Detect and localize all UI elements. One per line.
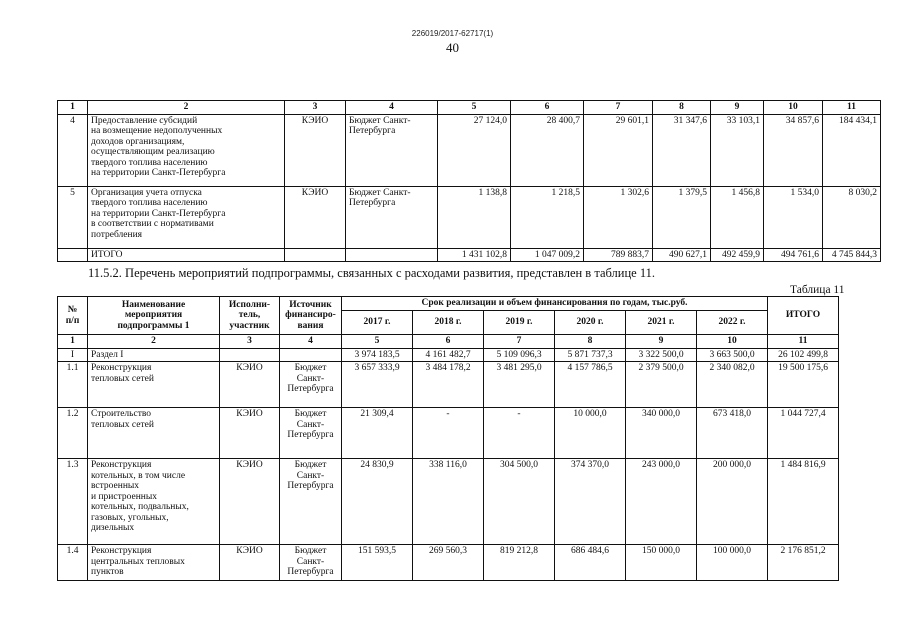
row-source: Бюджет Санкт- Петербурга	[346, 186, 438, 248]
value-cell: 3 663 500,0	[697, 348, 768, 362]
value-cell: 3 481 295,0	[484, 362, 555, 408]
table-row	[58, 408, 839, 459]
row-executor: КЭИО	[220, 408, 280, 459]
row-executor: КЭИО	[220, 362, 280, 408]
header-year: 2021 г.	[626, 311, 697, 335]
row-source: Бюджет Санкт- Петербурга	[280, 408, 342, 459]
table-row	[58, 362, 839, 408]
total-cell: 789 883,7	[584, 248, 653, 262]
value-cell: 3 657 333,9	[342, 362, 413, 408]
value-cell: 5 109 096,3	[484, 348, 555, 362]
total-row	[58, 248, 881, 262]
value-cell: 4 157 786,5	[555, 362, 626, 408]
value-cell: 1 534,0	[764, 186, 823, 248]
row-number: 1.2	[58, 408, 88, 459]
value-cell: 19 500 175,6	[768, 362, 839, 408]
col-number: 6	[413, 335, 484, 349]
col-number: 7	[584, 101, 653, 115]
col-number: 9	[711, 101, 764, 115]
value-cell: 200 000,0	[697, 459, 768, 545]
table-caption: Таблица 11	[790, 284, 845, 296]
value-cell: -	[413, 408, 484, 459]
value-cell: 29 601,1	[584, 114, 653, 186]
value-cell: 3 484 178,2	[413, 362, 484, 408]
value-cell: 2 176 851,2	[768, 545, 839, 581]
value-cell: 28 400,7	[511, 114, 584, 186]
value-cell: 3 322 500,0	[626, 348, 697, 362]
col-number: 3	[220, 335, 280, 349]
row-name: Организация учета отпуска твердого топлива населению на территории Санкт-Петербурга в соответствии с нормативами потребления	[88, 186, 285, 248]
header-year: 2017 г.	[342, 311, 413, 335]
value-cell: 243 000,0	[626, 459, 697, 545]
value-cell: 2 340 082,0	[697, 362, 768, 408]
row-name: Строительство тепловых сетей	[88, 408, 220, 459]
col-number: 9	[626, 335, 697, 349]
header-name: Наименование мероприятия подпрограммы 1	[88, 297, 220, 335]
row-name: Реконструкция котельных, в том числе встроенных и пристроенных котельных, подвальных, газовых, угольных, дизельных	[88, 459, 220, 545]
col-number: 2	[88, 101, 285, 115]
value-cell: 184 434,1	[823, 114, 881, 186]
total-cell: 1 431 102,8	[438, 248, 511, 262]
table-row	[58, 545, 839, 581]
col-number: 4	[346, 101, 438, 115]
value-cell: 1 456,8	[711, 186, 764, 248]
value-cell: 150 000,0	[626, 545, 697, 581]
row-number: 5	[58, 186, 88, 248]
col-number: 6	[511, 101, 584, 115]
value-cell: 1 218,5	[511, 186, 584, 248]
header-year: 2020 г.	[555, 311, 626, 335]
col-number: 7	[484, 335, 555, 349]
row-number: 4	[58, 114, 88, 186]
table-row	[58, 186, 881, 248]
value-cell: 26 102 499,8	[768, 348, 839, 362]
row-number: 1.1	[58, 362, 88, 408]
col-number: 10	[697, 335, 768, 349]
value-cell: 27 124,0	[438, 114, 511, 186]
header-num: № п/п	[58, 297, 88, 335]
table-continuation	[57, 100, 881, 262]
section-label: Раздел I	[88, 348, 220, 362]
value-cell: 304 500,0	[484, 459, 555, 545]
row-executor: КЭИО	[285, 114, 346, 186]
col-number: 10	[764, 101, 823, 115]
col-number: 4	[280, 335, 342, 349]
value-cell: 8 030,2	[823, 186, 881, 248]
value-cell: 269 560,3	[413, 545, 484, 581]
total-cell: 4 745 844,3	[823, 248, 881, 262]
value-cell: 338 116,0	[413, 459, 484, 545]
header-year: 2019 г.	[484, 311, 555, 335]
row-number: 1.4	[58, 545, 88, 581]
row-source: Бюджет Санкт- Петербурга	[280, 545, 342, 581]
page-number: 40	[446, 40, 459, 55]
value-cell: 1 138,8	[438, 186, 511, 248]
header-source: Источник финансиро- вания	[280, 297, 342, 335]
value-cell: 340 000,0	[626, 408, 697, 459]
value-cell: 151 593,5	[342, 545, 413, 581]
value-cell: 4 161 482,7	[413, 348, 484, 362]
value-cell: 33 103,1	[711, 114, 764, 186]
value-cell: 1 484 816,9	[768, 459, 839, 545]
value-cell: 374 370,0	[555, 459, 626, 545]
table-row	[58, 114, 881, 186]
table-11	[57, 296, 839, 581]
value-cell: 673 418,0	[697, 408, 768, 459]
value-cell: 2 379 500,0	[626, 362, 697, 408]
row-number: I	[58, 348, 88, 362]
row-name: Реконструкция тепловых сетей	[88, 362, 220, 408]
value-cell: 1 379,5	[653, 186, 711, 248]
value-cell: 686 484,6	[555, 545, 626, 581]
value-cell: 10 000,0	[555, 408, 626, 459]
value-cell: 1 302,6	[584, 186, 653, 248]
total-cell: 490 627,1	[653, 248, 711, 262]
col-number: 1	[58, 335, 88, 349]
document-stamp: 226019/2017-62717(1)	[411, 29, 494, 38]
header-executor: Исполни- тель, участник	[220, 297, 280, 335]
value-cell: 31 347,6	[653, 114, 711, 186]
col-number: 3	[285, 101, 346, 115]
row-name: Предоставление субсидий на возмещение недополученных доходов организациям, осуществляющим реализацию твердого топлива населению на территории Санкт-Петербурга	[88, 114, 285, 186]
header-total: ИТОГО	[768, 297, 839, 335]
col-number: 5	[342, 335, 413, 349]
table-row	[58, 459, 839, 545]
total-cell: 1 047 009,2	[511, 248, 584, 262]
col-number: 5	[438, 101, 511, 115]
row-number: 1.3	[58, 459, 88, 545]
col-number: 8	[653, 101, 711, 115]
header-row	[58, 297, 839, 311]
header-year: 2022 г.	[697, 311, 768, 335]
value-cell: 3 974 183,5	[342, 348, 413, 362]
header-year: 2018 г.	[413, 311, 484, 335]
value-cell: 100 000,0	[697, 545, 768, 581]
total-cell: 494 761,6	[764, 248, 823, 262]
col-number: 1	[58, 101, 88, 115]
col-number: 11	[823, 101, 881, 115]
row-source: Бюджет Санкт- Петербурга	[346, 114, 438, 186]
value-cell: 819 212,8	[484, 545, 555, 581]
section-row	[58, 348, 839, 362]
header-period: Срок реализации и объем финансирования по годам, тыс.руб.	[342, 297, 768, 311]
col-number: 2	[88, 335, 220, 349]
value-cell: -	[484, 408, 555, 459]
value-cell: 5 871 737,3	[555, 348, 626, 362]
section-caption: 11.5.2. Перечень мероприятий подпрограммы, связанных с расходами развития, представлен в таблице 11.	[88, 266, 655, 280]
total-cell: 492 459,9	[711, 248, 764, 262]
value-cell: 21 309,4	[342, 408, 413, 459]
row-name: Реконструкция центральных тепловых пунктов	[88, 545, 220, 581]
row-source: Бюджет Санкт- Петербурга	[280, 362, 342, 408]
value-cell: 34 857,6	[764, 114, 823, 186]
row-executor: КЭИО	[220, 545, 280, 581]
row-source: Бюджет Санкт- Петербурга	[280, 459, 342, 545]
column-number-row	[58, 101, 881, 115]
col-number: 11	[768, 335, 839, 349]
col-number: 8	[555, 335, 626, 349]
total-label: ИТОГО	[88, 248, 285, 262]
row-executor: КЭИО	[285, 186, 346, 248]
column-number-row	[58, 335, 839, 349]
value-cell: 1 044 727,4	[768, 408, 839, 459]
value-cell: 24 830,9	[342, 459, 413, 545]
row-executor: КЭИО	[220, 459, 280, 545]
